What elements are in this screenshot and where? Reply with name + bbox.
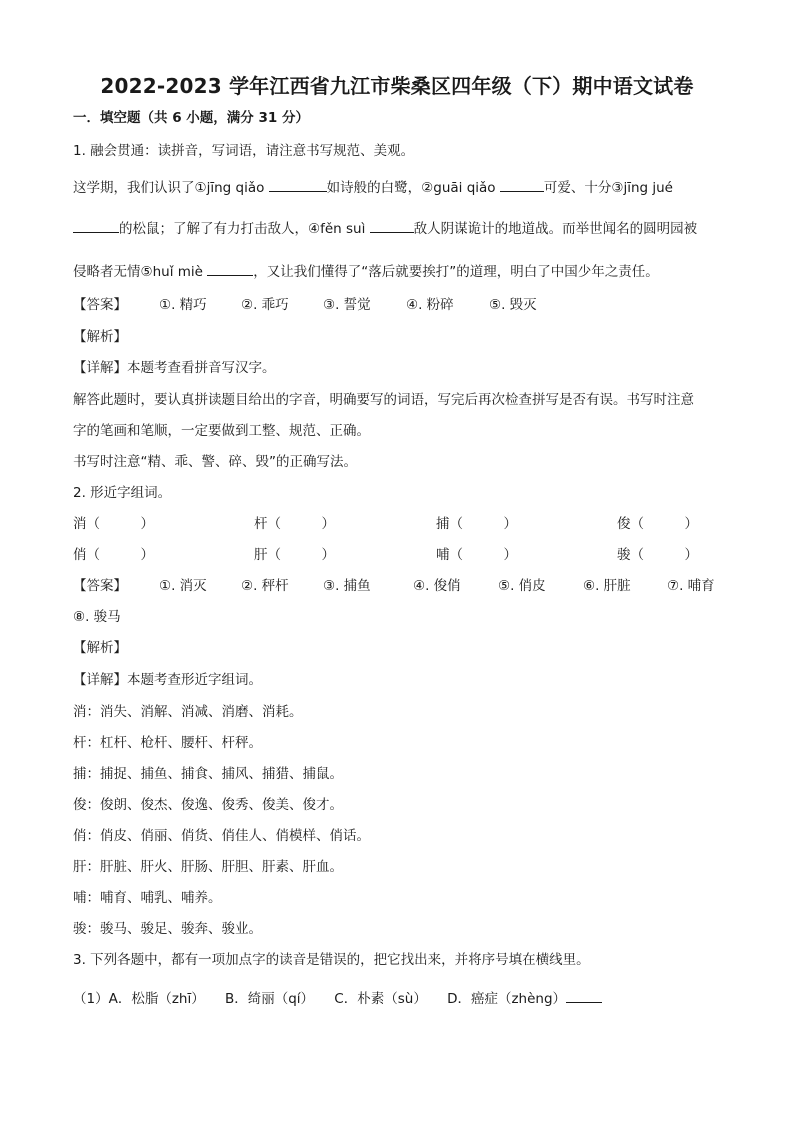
- question-2-answer-row: [73, 576, 733, 596]
- explanation-line: 消：消失、消解、消减、消磨、消耗。: [73, 704, 303, 720]
- detail-line: 【详解】本题考查形近字组词。: [73, 672, 262, 688]
- question-1-answer-row: [73, 295, 733, 315]
- answer-blank[interactable]: [500, 177, 544, 192]
- explanation-line: 书写时注意“精、乖、警、碎、毁”的正确写法。: [73, 454, 357, 470]
- question-1-paragraph-line-2: [73, 218, 697, 239]
- explanation-line: 字的笔画和笔顺，一定要做到工整、规范、正确。: [73, 423, 370, 439]
- analysis-tag: 【解析】: [73, 640, 127, 656]
- answer-item: ③. 捕鱼: [323, 578, 371, 594]
- word-group-cell: 捕（ ）: [436, 516, 517, 532]
- answer-blank[interactable]: [269, 177, 327, 192]
- explanation-line: 肝：肝脏、肝火、肝肠、肝胆、肝素、肝血。: [73, 859, 343, 875]
- answer-item: ⑤. 俏皮: [498, 578, 546, 594]
- answer-item: ⑥. 肝脏: [583, 578, 631, 594]
- question-1-paragraph-line-3: [73, 261, 659, 282]
- answer-item: ①. 精巧: [159, 297, 207, 313]
- answer-tag: 【答案】: [73, 297, 127, 313]
- explanation-line: 骏：骏马、骏足、骏奔、骏业。: [73, 921, 262, 937]
- answer-blank[interactable]: [370, 218, 414, 233]
- answer-item: ⑦. 哺育: [667, 578, 715, 594]
- explanation-line: 捕：捕捉、捕鱼、捕食、捕风、捕猎、捕鼠。: [73, 766, 343, 782]
- question-3-stem: 3. 下列各题中，都有一项加点字的读音是错误的，把它找出来，并将序号填在横线里。: [73, 952, 590, 968]
- page-title: 2022-2023 学年江西省九江市柴桑区四年级（下）期中语文试卷: [100, 74, 694, 98]
- word-group-cell: 消（ ）: [73, 516, 154, 532]
- q1-text-c: 可爱、十分③jīng jué: [543, 180, 673, 196]
- explanation-line: 俏：俏皮、俏丽、俏货、俏佳人、俏模样、俏话。: [73, 828, 370, 844]
- question-1-stem: 1. 融会贯通：读拼音，写词语，请注意书写规范、美观。: [73, 143, 415, 159]
- answer-item: ④. 俊俏: [413, 578, 461, 594]
- word-group-cell: 骏（ ）: [617, 547, 698, 563]
- word-group-cell: 俏（ ）: [73, 547, 154, 563]
- word-group-cell: 肝（ ）: [254, 547, 335, 563]
- analysis-tag: 【解析】: [73, 329, 127, 345]
- question-3-item-1: [73, 988, 602, 1009]
- q1-text-g: ，又让我们懂得了“落后就要挨打”的道理，明白了中国少年之责任。: [253, 264, 659, 280]
- answer-item: ②. 秤杆: [241, 578, 289, 594]
- answer-item: ②. 乖巧: [241, 297, 289, 313]
- section-heading: 一．填空题（共 6 小题，满分 31 分）: [73, 110, 309, 126]
- answer-tag: 【答案】: [73, 578, 127, 594]
- question-1-paragraph-line-1: [73, 177, 673, 198]
- answer-blank[interactable]: [73, 218, 119, 233]
- answer-blank[interactable]: [566, 988, 602, 1003]
- q1-text-b: 如诗般的白鹭，②guāi qiǎo: [326, 180, 500, 196]
- answer-item: ⑤. 毁灭: [489, 297, 537, 313]
- answer-item: ③. 誓觉: [323, 297, 371, 313]
- explanation-line: 解答此题时，要认真拼读题目给出的字音，明确要写的词语，写完后再次检查拼写是否有误。书写时注意: [73, 392, 694, 408]
- explanation-line: 俊：俊朗、俊杰、俊逸、俊秀、俊美、俊才。: [73, 797, 343, 813]
- answer-item: ①. 消灭: [159, 578, 207, 594]
- word-group-cell: 哺（ ）: [436, 547, 517, 563]
- answer-item: ⑧. 骏马: [73, 609, 121, 625]
- detail-line: 【详解】本题考查看拼音写汉字。: [73, 360, 276, 376]
- explanation-line: 哺：哺育、哺乳、哺养。: [73, 890, 222, 906]
- question-2-stem: 2. 形近字组词。: [73, 485, 172, 501]
- options-text: （1）A．松脂（zhī） B．绮丽（qí） C．朴素（sù） D．癌症（zhèng）: [73, 991, 567, 1007]
- answer-blank[interactable]: [207, 261, 253, 276]
- q1-text-e: 敌人阴谋诡计的地道战。而举世闻名的圆明园被: [413, 221, 698, 237]
- q1-text-f: 侵略者无情⑤huǐ miè: [73, 264, 208, 280]
- word-group-cell: 杆（ ）: [254, 516, 335, 532]
- q1-text-d: 的松鼠；了解了有力打击敌人，④fěn suì: [119, 221, 370, 237]
- answer-item: ④. 粉碎: [406, 297, 454, 313]
- q1-text-a: 这学期，我们认识了①jīng qiǎo: [73, 180, 269, 196]
- explanation-line: 杆：杠杆、枪杆、腰杆、杆秤。: [73, 735, 262, 751]
- word-group-cell: 俊（ ）: [617, 516, 698, 532]
